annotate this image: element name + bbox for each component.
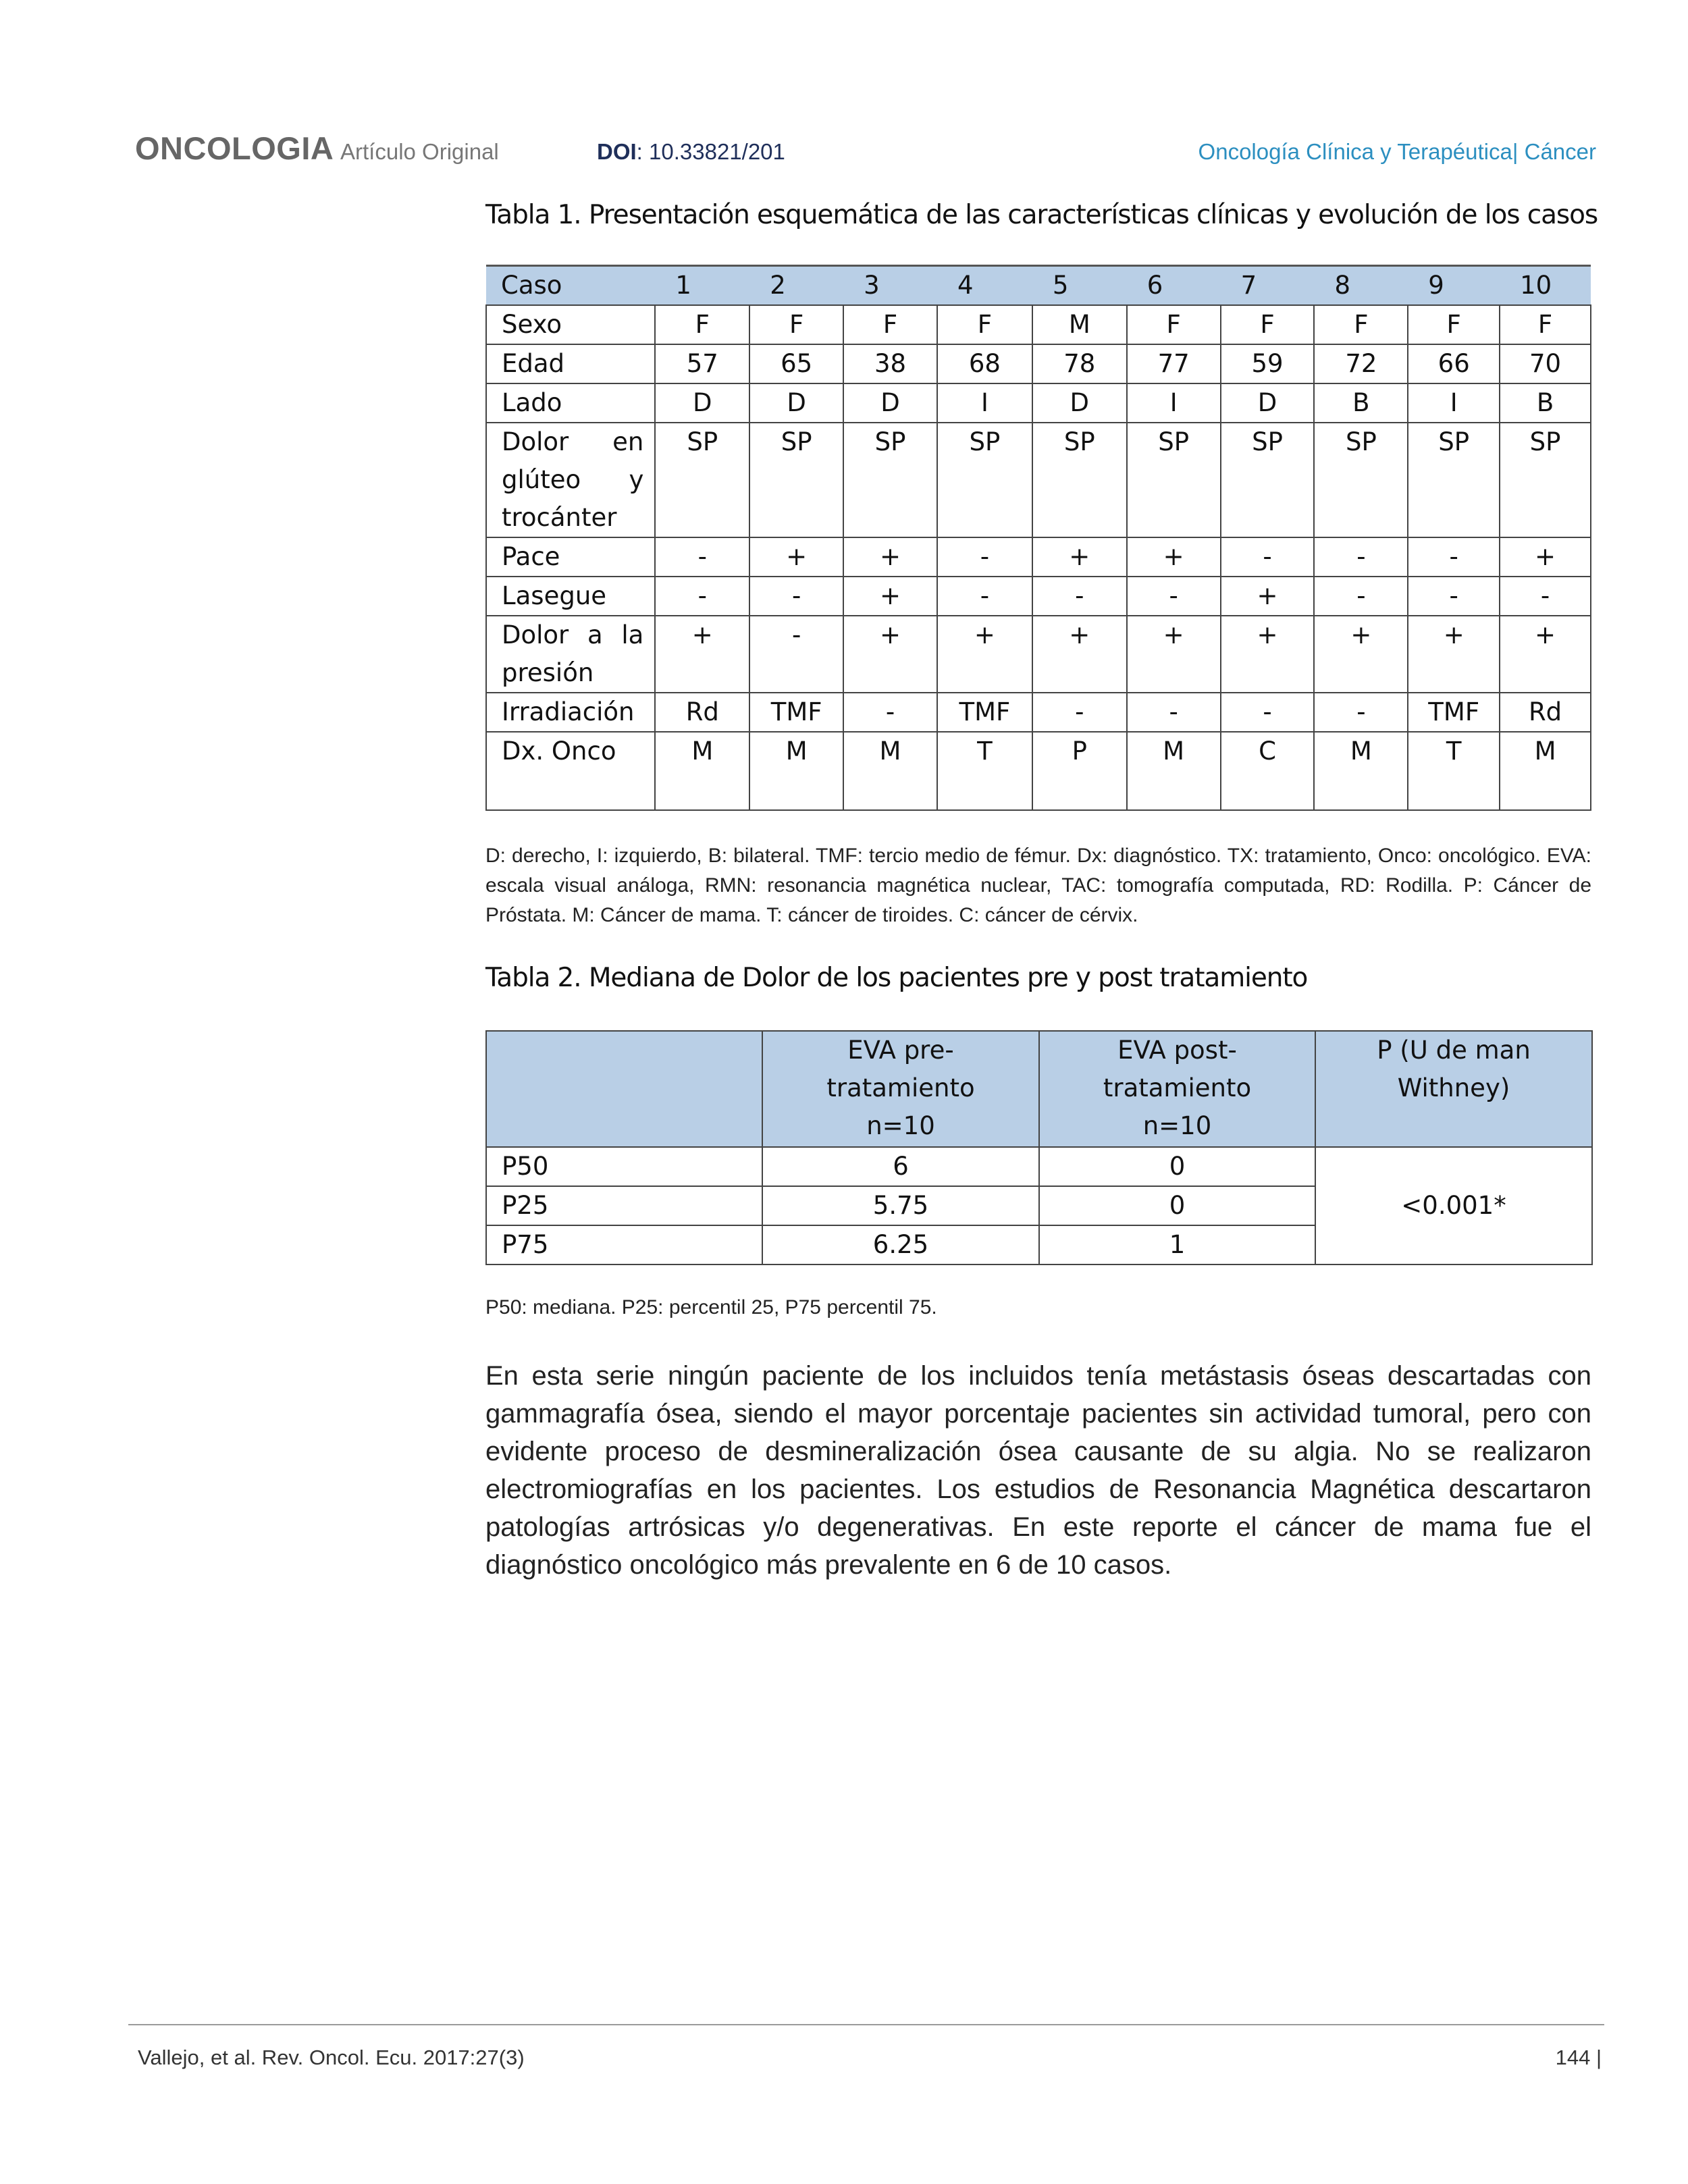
table1-cell: SP [1127, 423, 1221, 537]
table1-cell: SP [843, 423, 937, 537]
table1-cell: SP [749, 423, 843, 537]
table1-cell: F [1221, 305, 1315, 344]
table1-caption: Tabla 1. Presentación esquemática de las características clínicas y evolución de los casos [485, 200, 1598, 230]
table1-cell: Rd [1500, 693, 1591, 732]
table2 [485, 1030, 1593, 1265]
table1-cell: T [1408, 732, 1500, 810]
table1-row-label: Sexo [486, 305, 655, 344]
table2-p-value: <0.001* [1315, 1147, 1592, 1264]
table2-header-post [1039, 1031, 1315, 1147]
table1-cell: - [655, 537, 749, 577]
table1-cell: 59 [1221, 344, 1315, 383]
footer-citation: Vallejo, et al. Rev. Oncol. Ecu. 2017:27(3) [138, 2046, 525, 2069]
table1-cell: F [937, 305, 1032, 344]
table-row [486, 423, 1591, 537]
table1-row-label: Dolor en glúteo y trocánter [486, 423, 655, 537]
header-line: Withney) [1397, 1073, 1510, 1102]
table2-cell-pre: 6.25 [762, 1225, 1039, 1264]
table1-cell: 66 [1408, 344, 1500, 383]
article-type: Artículo Original [340, 139, 499, 164]
table2-row-label: P25 [486, 1186, 762, 1225]
table1-col-header: 1 [655, 266, 749, 306]
table1-cell: F [1127, 305, 1221, 344]
table1-cell: 78 [1032, 344, 1127, 383]
table1-cell: I [1408, 383, 1500, 423]
table1-cell: + [749, 537, 843, 577]
table2-caption: Tabla 2. Mediana de Dolor de los pacientes pre y post tratamiento [485, 963, 1308, 993]
table1-cell: - [1314, 577, 1408, 616]
table2-header-row [486, 1031, 1592, 1147]
table1-cell: Rd [655, 693, 749, 732]
table1-cell: D [1032, 383, 1127, 423]
header-line: n=10 [866, 1111, 935, 1140]
table-row [486, 1147, 1592, 1186]
table1-cell: - [655, 577, 749, 616]
table1-cell: M [1032, 305, 1127, 344]
table1-row-label: Dolor a la presión [486, 616, 655, 693]
table1-col-header: 10 [1500, 266, 1591, 306]
header-line: tratamiento [1103, 1073, 1252, 1102]
table1-cell: - [749, 577, 843, 616]
table1-note: D: derecho, I: izquierdo, B: bilateral. TMF: tercio medio de fémur. Dx: diagnóstico. TX: tratamiento, Onco: oncológico. EVA: escala visual análoga, RMN: resonancia magnética nuclear, TAC: tomografía computada, RD: Rodilla. P: Cáncer de Próstata. M: Cáncer de mama. T: cáncer de tiroides. C: cáncer de cérvix. [485, 845, 1591, 926]
table1-cell: - [843, 693, 937, 732]
doi-value: : 10.33821/201 [636, 139, 785, 164]
table1-cell: F [749, 305, 843, 344]
table2-row-label: P75 [486, 1225, 762, 1264]
table1-cell: - [1032, 693, 1127, 732]
table1-cell: + [1500, 537, 1591, 577]
table1-cell: D [655, 383, 749, 423]
table1-cell: M [843, 732, 937, 810]
table1-cell: - [1408, 577, 1500, 616]
header-line: P (U de man [1377, 1036, 1531, 1065]
table1-header-row [486, 266, 1591, 306]
table1-cell: - [937, 537, 1032, 577]
table1-cell: F [1500, 305, 1591, 344]
table1-cell: SP [1408, 423, 1500, 537]
table1-col-header: 6 [1127, 266, 1221, 306]
table1-row-label: Pace [486, 537, 655, 577]
header-line: EVA post- [1117, 1036, 1237, 1065]
header-line: EVA pre- [847, 1036, 954, 1065]
table1-cell: T [937, 732, 1032, 810]
table1-cell: SP [937, 423, 1032, 537]
table1-cell: 68 [937, 344, 1032, 383]
table1-cell: 72 [1314, 344, 1408, 383]
page-number: 144 | [1555, 2046, 1602, 2069]
doi-label: DOI [597, 139, 637, 164]
table1-col-header: 9 [1408, 266, 1500, 306]
table1-col-header: 8 [1314, 266, 1408, 306]
table1-cell: + [1127, 537, 1221, 577]
table1-row-label: Irradiación [486, 693, 655, 732]
table1-cell: + [843, 537, 937, 577]
table1-row-label: Dx. Onco [486, 732, 655, 810]
table1-cell: D [1221, 383, 1315, 423]
table2-cell-pre: 5.75 [762, 1186, 1039, 1225]
table-row [486, 616, 1591, 693]
table2-row-label: P50 [486, 1147, 762, 1186]
table1-cell: - [1500, 577, 1591, 616]
table1-cell: 77 [1127, 344, 1221, 383]
table1-cell: TMF [1408, 693, 1500, 732]
table2-header-p [1315, 1031, 1592, 1147]
table1-cell: SP [1032, 423, 1127, 537]
table1-cell: - [937, 577, 1032, 616]
table-row [486, 577, 1591, 616]
table2-header-pre [762, 1031, 1039, 1147]
table1-cell: + [937, 616, 1032, 693]
table1-cell: 70 [1500, 344, 1591, 383]
table1-cell: - [1127, 693, 1221, 732]
table1-cell: M [655, 732, 749, 810]
table1-row-label: Lado [486, 383, 655, 423]
table1-cell: P [1032, 732, 1127, 810]
journal-section: Oncología Clínica y Terapéutica| Cáncer [1198, 139, 1596, 164]
table1-cell: + [1127, 616, 1221, 693]
table1-body [486, 305, 1591, 810]
doi [597, 139, 785, 165]
table1-cell: 65 [749, 344, 843, 383]
table1-cell: + [1032, 616, 1127, 693]
table2-note: P50: mediana. P25: percentil 25, P75 percentil 75. [485, 1296, 937, 1319]
table1-cell: SP [655, 423, 749, 537]
table1-cell: D [843, 383, 937, 423]
table1-cell: M [1314, 732, 1408, 810]
table1-col-header: 2 [749, 266, 843, 306]
table1-header-caso: Caso [486, 266, 655, 306]
table1-cell: M [1127, 732, 1221, 810]
table1-cell: M [1500, 732, 1591, 810]
table1-cell: I [1127, 383, 1221, 423]
table2-cell-post: 1 [1039, 1225, 1315, 1264]
table1-col-header: 5 [1032, 266, 1127, 306]
table-row [486, 537, 1591, 577]
table1-cell: + [1314, 616, 1408, 693]
table-row [486, 344, 1591, 383]
table2-cell-post: 0 [1039, 1147, 1315, 1186]
table1-cell: + [1408, 616, 1500, 693]
table1-cell: + [1221, 577, 1315, 616]
table1-cell: TMF [937, 693, 1032, 732]
table-row [486, 305, 1591, 344]
journal-name: ONCOLOGIA [135, 130, 334, 166]
table1-cell: 57 [655, 344, 749, 383]
table1-cell: + [1032, 537, 1127, 577]
table1-cell: - [1221, 537, 1315, 577]
footer-divider [128, 2024, 1604, 2025]
table1-cell: B [1500, 383, 1591, 423]
table1-cell: F [843, 305, 937, 344]
table1-cell: - [749, 616, 843, 693]
table1-cell: - [1314, 693, 1408, 732]
table1-cell: 38 [843, 344, 937, 383]
header-line: n=10 [1142, 1111, 1212, 1140]
table1-cell: F [1314, 305, 1408, 344]
table1 [485, 265, 1591, 811]
table1-cell: I [937, 383, 1032, 423]
table1-cell: F [655, 305, 749, 344]
table1-cell: + [843, 616, 937, 693]
table1-cell: + [843, 577, 937, 616]
table1-cell: F [1408, 305, 1500, 344]
table1-cell: B [1314, 383, 1408, 423]
table-row [486, 732, 1591, 810]
header-line: tratamiento [826, 1073, 975, 1102]
table1-cell: + [1221, 616, 1315, 693]
table1-cell: C [1221, 732, 1315, 810]
table1-col-header: 3 [843, 266, 937, 306]
table1-row-label: Edad [486, 344, 655, 383]
table1-col-header: 4 [937, 266, 1032, 306]
table1-cell: M [749, 732, 843, 810]
table1-cell: D [749, 383, 843, 423]
table2-cell-post: 0 [1039, 1186, 1315, 1225]
table1-cell: + [1500, 616, 1591, 693]
table2-cell-pre: 6 [762, 1147, 1039, 1186]
body-paragraph: En esta serie ningún paciente de los incluidos tenía metástasis óseas descartadas con gammagrafía ósea, siendo el mayor porcentaje pacientes sin actividad tumoral, pero con evidente proceso de desmineralización ósea causante de su algia. No se realizaron electromiografías en los pacientes. Los estudios de Resonancia Magnética descartaron patologías artrósicas y/o degenerativas. En este reporte el cáncer de mama fue el diagnóstico oncológico más prevalente en 6 de 10 casos. [485, 1361, 1591, 1580]
table2-header-empty [486, 1031, 762, 1147]
table1-cell: + [655, 616, 749, 693]
table-row [486, 693, 1591, 732]
table1-cell: SP [1500, 423, 1591, 537]
table1-cell: SP [1314, 423, 1408, 537]
table1-cell: SP [1221, 423, 1315, 537]
table1-cell: TMF [749, 693, 843, 732]
table1-col-header: 7 [1221, 266, 1315, 306]
table1-cell: - [1032, 577, 1127, 616]
table1-cell: - [1408, 537, 1500, 577]
table-row [486, 383, 1591, 423]
table1-cell: - [1127, 577, 1221, 616]
table1-cell: - [1221, 693, 1315, 732]
table1-row-label: Lasegue [486, 577, 655, 616]
table1-cell: - [1314, 537, 1408, 577]
